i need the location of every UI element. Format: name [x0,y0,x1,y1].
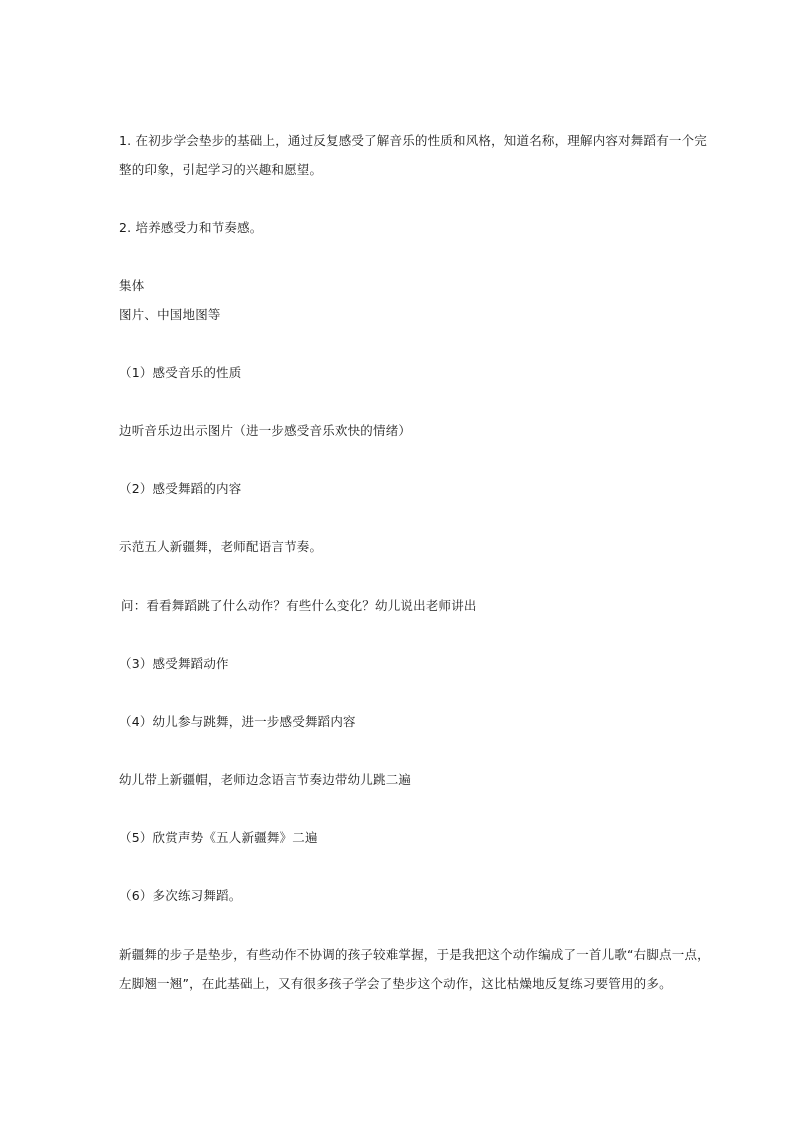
step-5-heading: （5）欣赏声势《五人新疆舞》二遍 [119,830,318,845]
reflection-line-2: 左脚翘一翘”，在此基础上，又有很多孩子学会了垫步这个动作，这比枯燥地反复练习要管用的多。 [119,976,672,991]
step-2-question: 问：看看舞蹈跳了什么动作？有些什么变化？幼儿说出老师讲出 [121,598,477,613]
goal-1-line-2: 整的印象，引起学习的兴趣和愿望。 [119,162,323,177]
step-2-detail: 示范五人新疆舞，老师配语言节奏。 [119,539,323,554]
goal-2: 2. 培养感受力和节奏感。 [119,220,263,235]
step-1-detail: 边听音乐边出示图片（进一步感受音乐欢快的情绪） [119,423,412,438]
step-1-heading: （1）感受音乐的性质 [119,365,242,380]
step-6-heading: （6）多次练习舞蹈。 [119,888,242,903]
goal-1-line-1: 1. 在初步学会垫步的基础上，通过反复感受了解音乐的性质和风格，知道名称，理解内容对舞蹈有一个完 [119,133,708,148]
step-2-heading: （2）感受舞蹈的内容 [119,481,242,496]
reflection-line-1: 新疆舞的步子是垫步，有些动作不协调的孩子较难掌握，于是我把这个动作编成了一首儿歌“右脚点一点， [119,947,710,962]
step-4-detail: 幼儿带上新疆帽，老师边念语言节奏边带幼儿跳二遍 [119,772,412,787]
step-3-heading: （3）感受舞蹈动作 [119,656,229,671]
organization-form: 集体 [119,278,145,293]
step-4-heading: （4）幼儿参与跳舞，进一步感受舞蹈内容 [119,714,356,729]
materials: 图片、中国地图等 [119,307,221,322]
